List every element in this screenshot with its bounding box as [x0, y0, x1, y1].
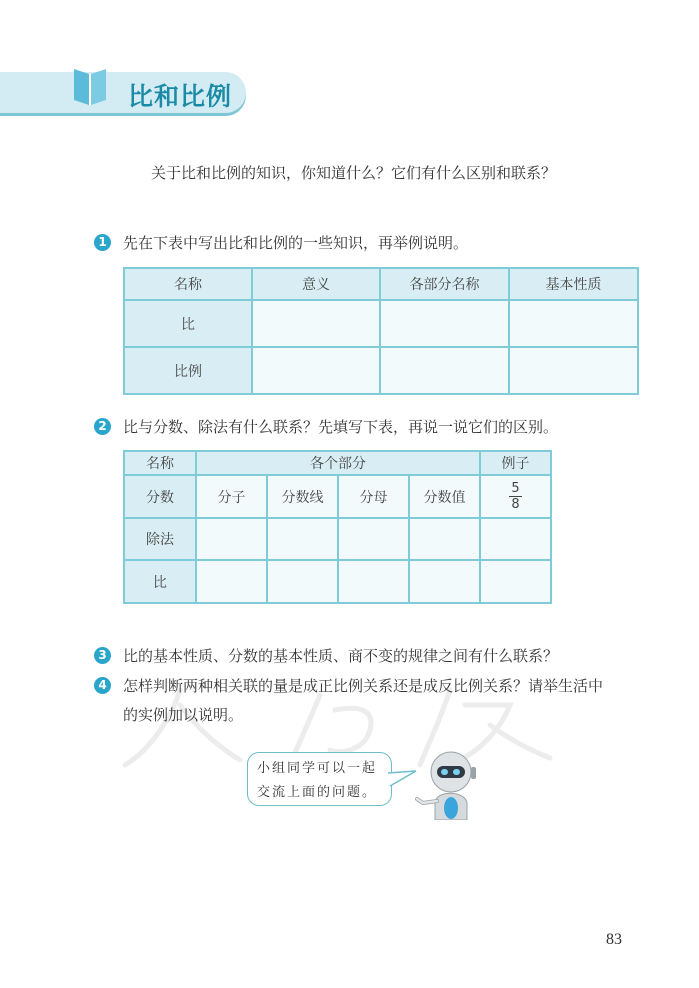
- blank-cell[interactable]: [252, 347, 380, 394]
- row-label: 比: [124, 300, 252, 347]
- table-row: [124, 475, 551, 518]
- blank-cell[interactable]: [338, 518, 409, 560]
- blank-cell[interactable]: [196, 560, 267, 603]
- speech-line: 交流上面的问题。: [257, 785, 378, 800]
- blank-cell[interactable]: [196, 518, 267, 560]
- question-text-continued: 的实例加以说明。: [123, 706, 244, 724]
- open-book-icon: [73, 66, 107, 106]
- blank-cell[interactable]: [509, 347, 638, 394]
- robot-mascot-icon: [415, 745, 485, 820]
- table-header-row: [124, 451, 551, 475]
- blank-cell[interactable]: [380, 300, 509, 347]
- table-row: [124, 560, 551, 603]
- question-text: 比与分数、除法有什么联系？先填写下表，再说一说它们的区别。: [123, 418, 559, 436]
- question-number-badge: 1: [94, 234, 111, 251]
- fraction: [509, 482, 521, 511]
- table-row: [124, 347, 638, 394]
- speech-line: 小组同学可以一起: [257, 761, 378, 776]
- header-cell: 各个部分: [196, 451, 480, 475]
- fraction-numerator: 5: [511, 480, 520, 496]
- question-text: 比的基本性质、分数的基本性质、商不变的规律之间有什么联系？: [123, 647, 559, 665]
- blank-cell[interactable]: [267, 518, 338, 560]
- blank-cell[interactable]: [509, 300, 638, 347]
- blank-cell[interactable]: [409, 518, 480, 560]
- question-number-badge: 3: [94, 647, 111, 664]
- ratio-fraction-division-table: [123, 450, 552, 604]
- blank-cell[interactable]: [252, 300, 380, 347]
- example-cell: [480, 475, 551, 518]
- blank-cell[interactable]: [409, 560, 480, 603]
- header-cell: 基本性质: [509, 268, 638, 300]
- row-label: 分数: [124, 475, 196, 518]
- table-row: [124, 300, 638, 347]
- question-number-badge: 4: [94, 677, 111, 694]
- table-cell: 分数线: [267, 475, 338, 518]
- table-row: [124, 518, 551, 560]
- header-cell: 各部分名称: [380, 268, 509, 300]
- row-label: 除法: [124, 518, 196, 560]
- row-label: 比: [124, 560, 196, 603]
- fraction-denominator: 8: [511, 496, 520, 512]
- table-cell: 分数值: [409, 475, 480, 518]
- question-number-badge: 2: [94, 418, 111, 435]
- intro-question: 关于比和比例的知识，你知道什么？它们有什么区别和联系？: [151, 164, 557, 182]
- table-cell: 分子: [196, 475, 267, 518]
- blank-cell[interactable]: [267, 560, 338, 603]
- blank-cell[interactable]: [380, 347, 509, 394]
- header-cell: 名称: [124, 451, 196, 475]
- ratio-proportion-table: [123, 267, 639, 395]
- section-title: 比和比例: [128, 82, 233, 111]
- speech-bubble-tail: [388, 770, 418, 790]
- page-number: 83: [606, 931, 622, 948]
- header-cell: 名称: [124, 268, 252, 300]
- row-label: 比例: [124, 347, 252, 394]
- blank-cell[interactable]: [338, 560, 409, 603]
- table-header-row: [124, 268, 638, 300]
- question-text: 怎样判断两种相关联的量是成正比例关系还是成反比例关系？请举生活中: [123, 677, 604, 695]
- header-cell: 意义: [252, 268, 380, 300]
- header-cell: 例子: [480, 451, 551, 475]
- blank-cell[interactable]: [480, 518, 551, 560]
- question-text: 先在下表中写出比和比例的一些知识，再举例说明。: [123, 234, 469, 252]
- blank-cell[interactable]: [480, 560, 551, 603]
- table-cell: 分母: [338, 475, 409, 518]
- speech-bubble-text: [257, 757, 392, 805]
